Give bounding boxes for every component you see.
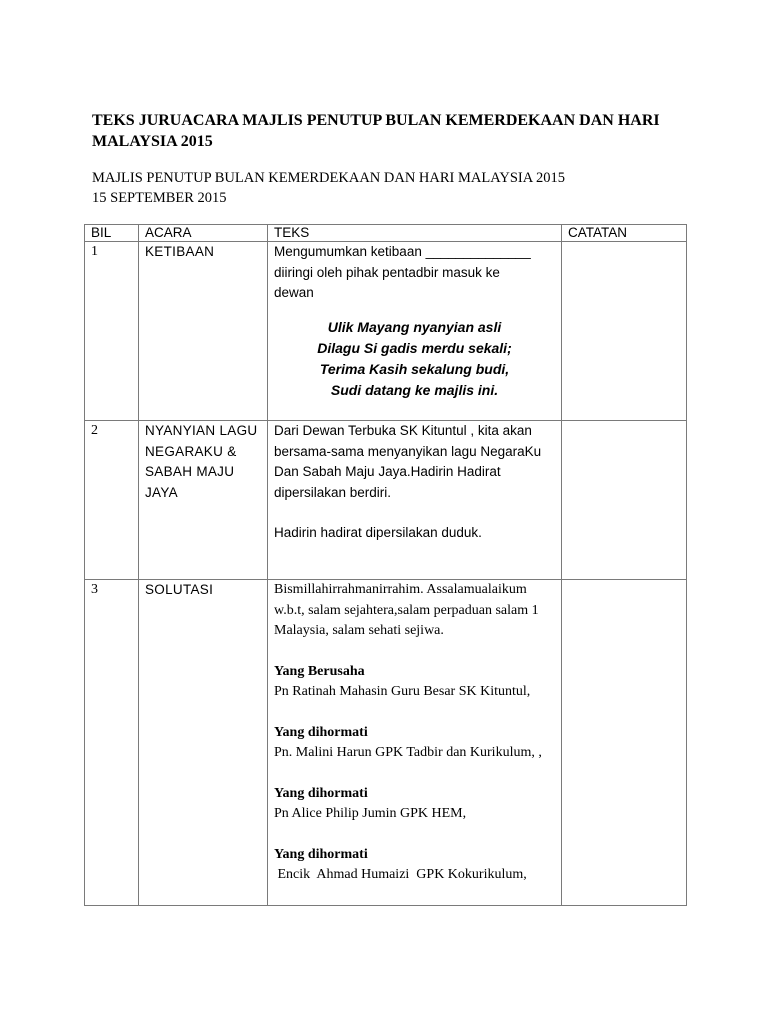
pantun-line: Terima Kasih sekalung budi, (319, 360, 510, 377)
teks-paragraph: Hadirin hadirat dipersilakan duduk. (274, 525, 482, 540)
table-header-row (85, 225, 687, 242)
salutation-heading: Yang dihormati (274, 846, 368, 862)
document-title: TEKS JURUACARA MAJLIS PENUTUP BULAN KEMERDEKAAN DAN HARI MALAYSIA 2015 (92, 112, 660, 150)
row-acara: NYANYIAN LAGU NEGARAKU & SABAH MAJU JAYA (139, 421, 268, 580)
header-acara: ACARA (139, 225, 268, 242)
pantun-verse (274, 317, 555, 401)
salutation-name: Pn Alice Philip Jumin GPK HEM, (274, 806, 467, 821)
agenda-table (84, 224, 687, 906)
row-catatan (562, 421, 687, 580)
salutation-heading: Yang Berusaha (274, 663, 365, 679)
teks-paragraph: Dari Dewan Terbuka SK Kituntul , kita akan bersama-sama menyanyikan lagu NegaraKu Dan Sabah Maju Jaya.Hadirin Hadirat dipersilakan berdiri. (274, 423, 542, 500)
salutation-name: Encik Ahmad Humaizi GPK Kokurikulum, (274, 867, 527, 882)
row-teks (268, 421, 562, 580)
row-catatan (562, 580, 687, 906)
table-row (85, 421, 687, 580)
table-row (85, 580, 687, 906)
teks-line: diiringi oleh pihak pentadbir masuk ke (274, 264, 500, 280)
salutation-intro: Bismillahirrahmanirrahim. Assalamualaikum w.b.t, salam sejahtera,salam perpaduan salam 1 Malaysia, salam sehati sejiwa. (274, 582, 539, 638)
table-row (85, 242, 687, 421)
header-teks: TEKS (268, 225, 562, 242)
salutation-name: Pn Ratinah Mahasin Guru Besar SK Kituntul, (274, 684, 531, 699)
row-teks (268, 242, 562, 421)
teks-line: Mengumumkan ketibaan ______________ (274, 244, 531, 259)
event-name: MAJLIS PENUTUP BULAN KEMERDEKAAN DAN HARI MALAYSIA 2015 (92, 170, 566, 186)
row-bil: 1 (85, 242, 139, 421)
row-catatan (562, 242, 687, 421)
row-bil: 3 (85, 580, 139, 906)
salutation-heading: Yang dihormati (274, 785, 368, 801)
pantun-line: Ulik Mayang nyanyian asli (327, 318, 502, 335)
salutation-heading: Yang dihormati (274, 724, 368, 740)
event-subtitle (92, 168, 692, 208)
row-acara: KETIBAAN (139, 242, 268, 421)
pantun-line: Dilagu Si gadis merdu sekali; (317, 339, 512, 356)
header-catatan: CATATAN (562, 225, 687, 242)
teks-line: dewan (274, 285, 314, 300)
header-bil: BIL (85, 225, 139, 242)
pantun-line: Sudi datang ke majlis ini. (330, 381, 499, 398)
event-date: 15 SEPTEMBER 2015 (92, 190, 227, 206)
salutation-name: Pn. Malini Harun GPK Tadbir dan Kurikulum, , (274, 745, 542, 760)
row-bil: 2 (85, 421, 139, 580)
row-acara: SOLUTASI (139, 580, 268, 906)
row-teks (268, 580, 562, 906)
